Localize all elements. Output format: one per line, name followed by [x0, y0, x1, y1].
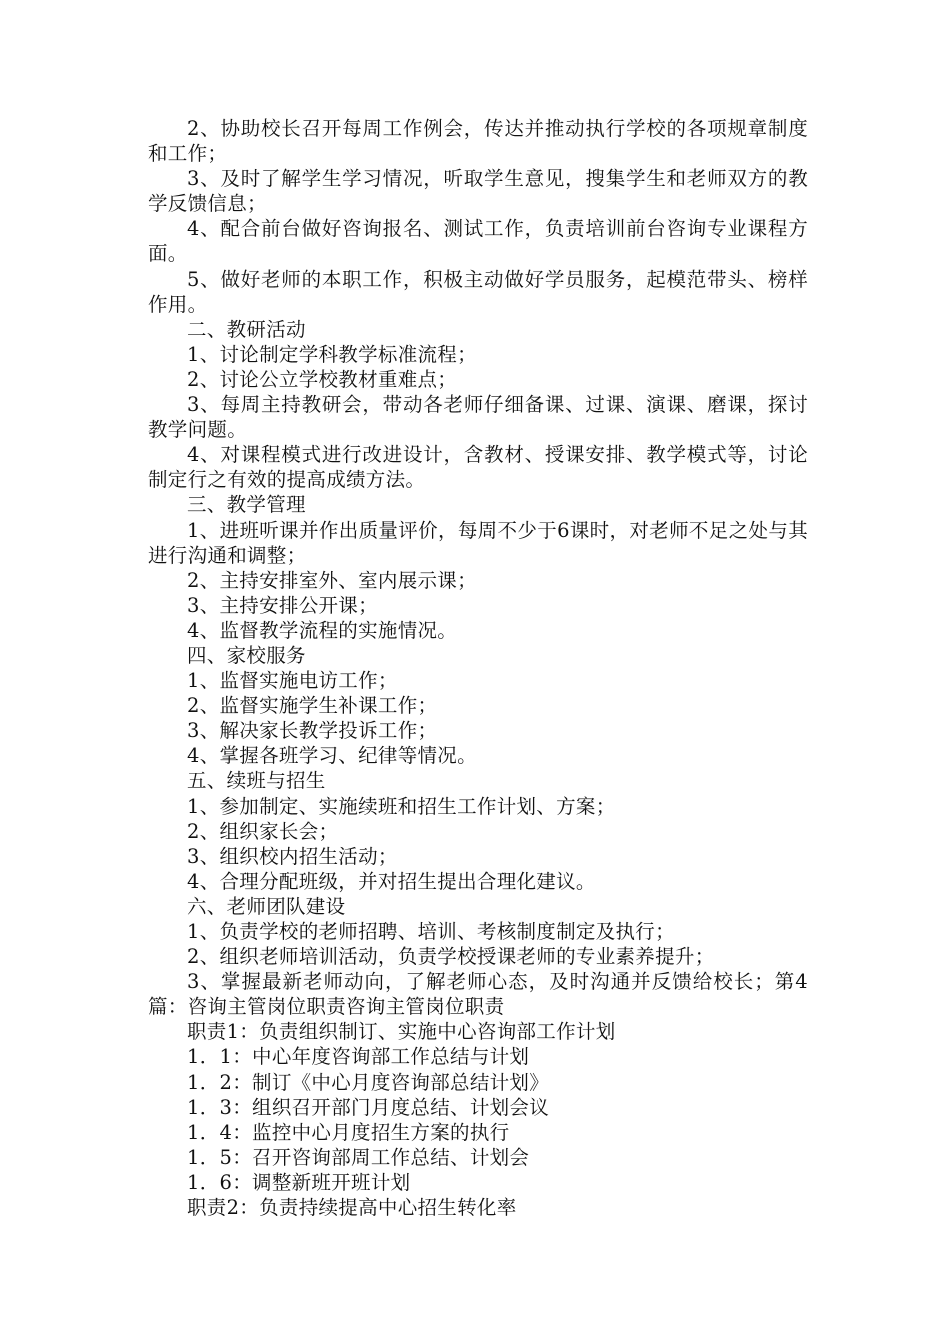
paragraph: 1、讨论制定学科教学标准流程；: [187, 342, 477, 366]
paragraph: 3、每周主持教研会，带动各老师仔细备课、过课、演课、磨课，探讨教学问题。: [148, 393, 808, 442]
paragraph: 1、监督实施电访工作；: [187, 669, 398, 693]
paragraph: 5、做好老师的本职工作，积极主动做好学员服务，起模范带头、榜样作用。: [148, 267, 808, 316]
paragraph: 4、合理分配班级，并对招生提出合理化建议。: [187, 869, 596, 893]
paragraph: 1、参加制定、实施续班和招生工作计划、方案；: [187, 794, 616, 818]
paragraph: 3、主持安排公开课；: [187, 593, 378, 617]
section-heading: 四、家校服务: [187, 643, 306, 667]
paragraph: 3、掌握最新老师动向，了解老师心态，及时沟通并反馈给校长；第4篇：咨询主管岗位职责咨询主管岗位职责: [148, 970, 808, 1019]
paragraph: 2、监督实施学生补课工作；: [187, 694, 438, 718]
duty-item: 1．4：监控中心月度招生方案的执行: [187, 1120, 510, 1144]
duty-item: 1．2：制订《中心月度咨询部总结计划》: [187, 1070, 550, 1094]
paragraph: 3、解决家长教学投诉工作；: [187, 719, 438, 743]
paragraph: 4、掌握各班学习、纪律等情况。: [187, 744, 477, 768]
paragraph: 3、组织校内招生活动；: [187, 844, 398, 868]
duty-heading: 职责2：负责持续提高中心招生转化率: [187, 1196, 517, 1220]
paragraph: 2、主持安排室外、室内展示课；: [187, 568, 477, 592]
document-body: [148, 116, 808, 1220]
paragraph: 2、讨论公立学校教材重难点；: [187, 367, 458, 391]
duty-item: 1．3：组织召开部门月度总结、计划会议: [187, 1095, 550, 1119]
paragraph: 2、组织老师培训活动，负责学校授课老师的专业素养提升；: [187, 945, 715, 969]
paragraph: 1、负责学校的老师招聘、培训、考核制度制定及执行；: [187, 920, 675, 943]
section-heading: 三、教学管理: [187, 493, 306, 517]
duty-heading: 职责1：负责组织制订、实施中心咨询部工作计划: [187, 1020, 616, 1044]
paragraph: 4、配合前台做好咨询报名、测试工作，负责培训前台咨询专业课程方面。: [148, 217, 808, 266]
section-heading: 六、老师团队建设: [187, 894, 346, 918]
duty-item: 1．5：召开咨询部周工作总结、计划会: [187, 1145, 530, 1169]
paragraph: 2、协助校长召开每周工作例会，传达并推动执行学校的各项规章制度和工作；: [148, 117, 808, 166]
paragraph: 1、进班听课并作出质量评价，每周不少于6课时，对老师不足之处与其进行沟通和调整；: [148, 518, 808, 567]
duty-item: 1．6：调整新班开班计划: [187, 1170, 411, 1194]
paragraph: 4、监督教学流程的实施情况。: [187, 618, 458, 642]
section-heading: 五、续班与招生: [187, 769, 326, 793]
section-heading: 二、教研活动: [187, 317, 306, 341]
paragraph: 2、组织家长会；: [187, 819, 339, 843]
duty-item: 1．1：中心年度咨询部工作总结与计划: [187, 1045, 530, 1069]
paragraph: 3、及时了解学生学习情况，听取学生意见，搜集学生和老师双方的教学反馈信息；: [148, 167, 808, 216]
paragraph: 4、对课程模式进行改进设计，含教材、授课安排、教学模式等，讨论制定行之有效的提高成绩方法。: [148, 443, 808, 492]
